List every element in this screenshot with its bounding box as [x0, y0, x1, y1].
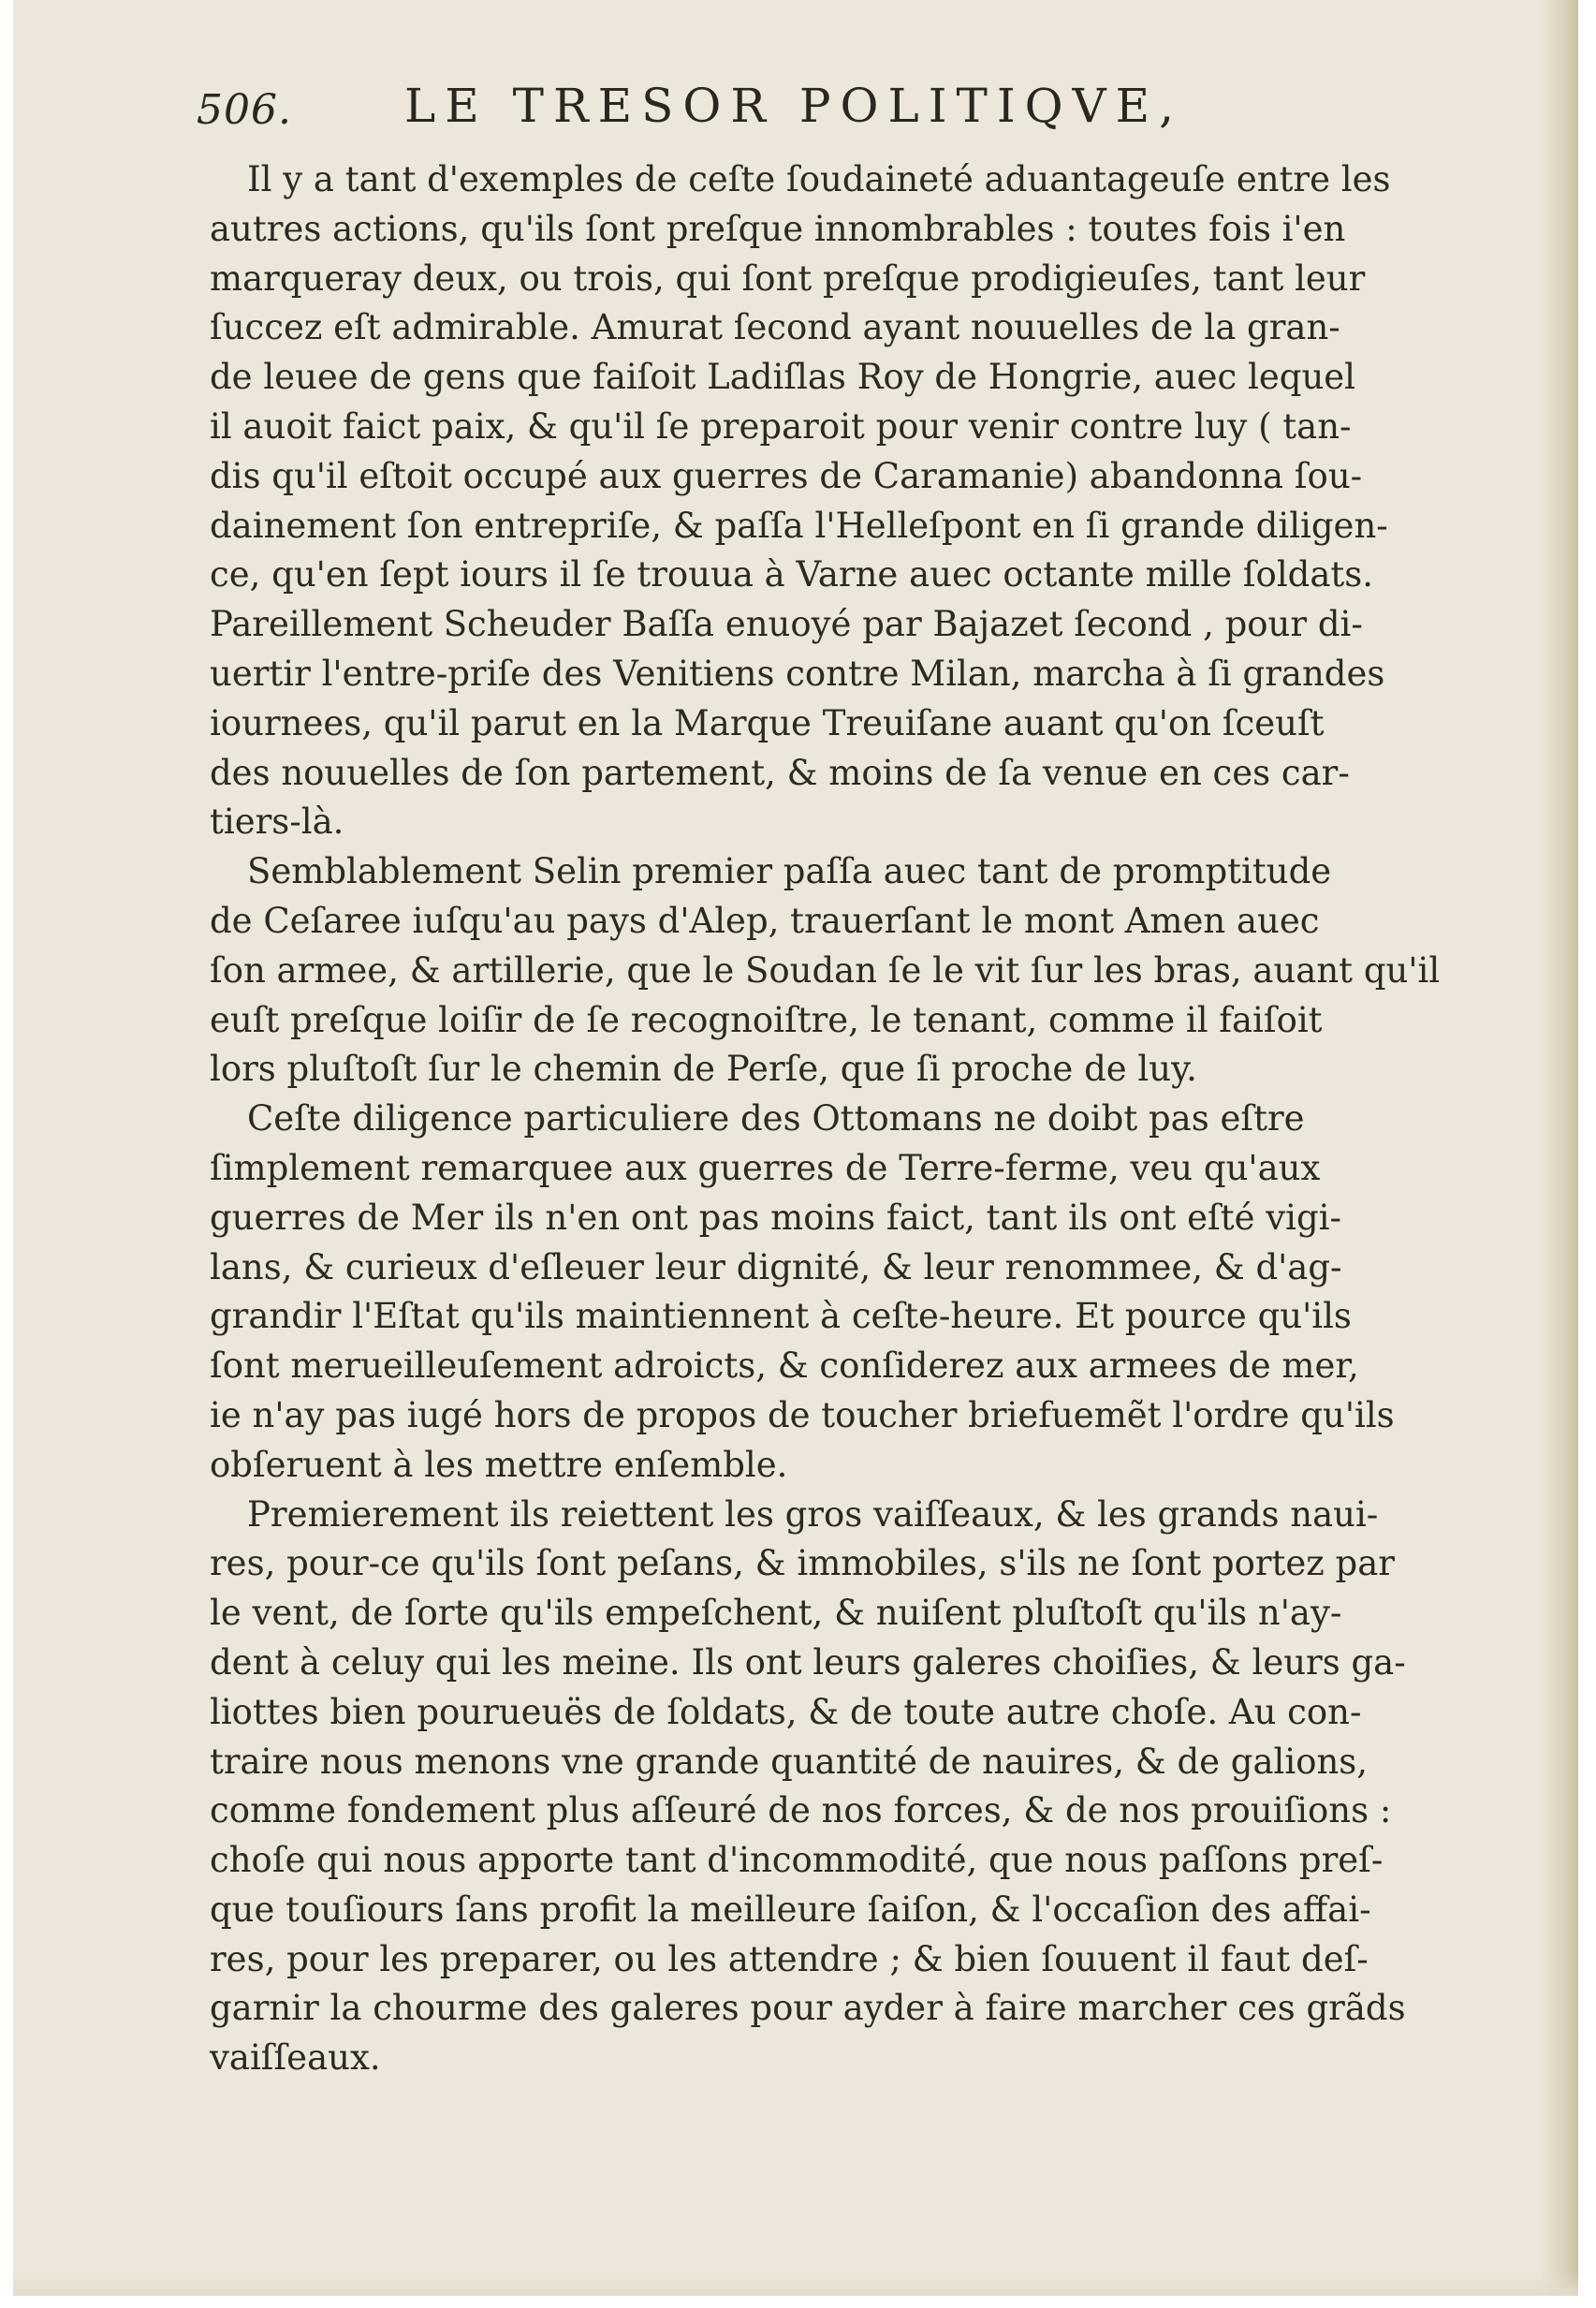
- text-line: vaiſſeaux.: [210, 2037, 381, 2079]
- text-line: ce, qu'en ſept iours il ſe trouua à Varne auec octante mille ſoldats.: [210, 554, 1374, 595]
- page-bottom-shadow: [13, 2271, 1578, 2296]
- paragraph-4: [210, 1491, 1464, 2084]
- text-line: res, pour-ce qu'ils ſont peſans, & immobiles, s'ils ne ſont portez par: [210, 1543, 1395, 1584]
- text-line: Pareillement Scheuder Baſſa enuoyé par Bajazet ſecond , pour di-: [210, 604, 1363, 645]
- text-line: de leuee de gens que faiſoit Ladiſlas Roy de Hongrie, auec lequel: [210, 357, 1356, 398]
- paragraph-2: [210, 847, 1464, 1095]
- text-line: le vent, de ſorte qu'ils empeſchent, & nuiſent pluſtoſt qu'ils n'ay-: [210, 1593, 1342, 1634]
- text-line: obſeruent à les mettre enſemble.: [210, 1444, 788, 1485]
- paragraph-1: [210, 155, 1464, 847]
- page-number: 506.: [197, 86, 292, 134]
- text-line: dis qu'il eſtoit occupé aux guerres de Caramanie) abandonna ſou-: [210, 455, 1363, 496]
- text-line: autres actions, qu'ils ſont preſque innombrables : toutes fois i'en: [210, 208, 1346, 249]
- text-line: lans, & curieux d'eſleuer leur dignité, & leur renommee, & d'ag-: [210, 1246, 1342, 1287]
- text-line: marqueray deux, ou trois, qui ſont preſque prodigieuſes, tant leur: [210, 257, 1366, 299]
- text-line: Premierement ils reiettent les gros vaiſſeaux, & les grands naui-: [247, 1493, 1379, 1535]
- book-page: [13, 0, 1578, 2296]
- running-header: [197, 79, 1376, 144]
- text-line: il auoit faict paix, & qu'il ſe preparoit pour venir contre luy ( tan-: [210, 405, 1352, 447]
- body-text: [210, 155, 1464, 2083]
- text-line: des nouuelles de ſon partement, & moins de ſa venue en ces car-: [210, 752, 1350, 793]
- text-line: lors pluſtoſt ſur le chemin de Perſe, que ſi proche de luy.: [210, 1049, 1197, 1090]
- text-line: que touſiours ſans profit la meilleure ſaiſon, & l'occaſion des affai-: [210, 1889, 1371, 1930]
- text-line: liottes bien pourueuës de ſoldats, & de toute autre choſe. Au con-: [210, 1691, 1362, 1732]
- text-line: guerres de Mer ils n'en ont pas moins faict, tant ils ont eſté vigi-: [210, 1197, 1342, 1238]
- text-line: res, pour les preparer, ou les attendre ; & bien ſouuent il faut deſ-: [210, 1938, 1369, 1979]
- text-line: comme fondement plus aſſeuré de nos forces, & de nos prouiſions :: [210, 1790, 1392, 1831]
- text-line: traire nous menons vne grande quantité de nauires, & de galions,: [210, 1741, 1369, 1782]
- text-line: ſont merueilleuſement adroicts, & conſiderez aux armees de mer,: [210, 1345, 1359, 1387]
- text-line: de Ceſaree iuſqu'au pays d'Alep, trauerſant le mont Amen auec: [210, 900, 1320, 941]
- text-line: ſuccez eſt admirable. Amurat ſecond ayant nouuelles de la gran-: [210, 307, 1340, 348]
- text-line: uertir l'entre-priſe des Venitiens contre Milan, marcha à ſi grandes: [210, 653, 1385, 694]
- text-line: garnir la chourme des galeres pour ayder à faire marcher ces grãds: [210, 1988, 1406, 2029]
- running-title: LE TRESOR POLITIQVE,: [404, 79, 1184, 133]
- page-edge-shadow: [1541, 0, 1578, 2296]
- text-line: ſon armee, & artillerie, que le Soudan ſe le vit ſur les bras, auant qu'il: [210, 949, 1441, 991]
- text-line: Ceſte diligence particuliere des Ottomans ne doibt pas eſtre: [247, 1098, 1305, 1139]
- text-line: grandir l'Eſtat qu'ils maintiennent à ceſte-heure. Et pource qu'ils: [210, 1296, 1352, 1337]
- text-line: tiers-là.: [210, 801, 344, 843]
- text-line: Semblablement Selin premier paſſa auec tant de promptitude: [247, 851, 1332, 892]
- text-line: ie n'ay pas iugé hors de propos de toucher briefuemẽt l'ordre qu'ils: [210, 1394, 1395, 1435]
- text-line: Il y a tant d'exemples de ceſte ſoudaineté aduantageuſe entre les: [247, 159, 1391, 199]
- text-line: dainement ſon entrepriſe, & paſſa l'Helleſpont en ſi grande diligen-: [210, 505, 1388, 546]
- text-line: choſe qui nous apporte tant d'incommodité, que nous paſſons preſ-: [210, 1840, 1384, 1881]
- text-line: ſimplement remarquee aux guerres de Terre-ferme, veu qu'aux: [210, 1147, 1321, 1188]
- text-line: iournees, qu'il parut en la Marque Treuiſane auant qu'on ſceuſt: [210, 702, 1325, 743]
- text-line: dent à celuy qui les meine. Ils ont leurs galeres choiſies, & leurs ga-: [210, 1641, 1406, 1683]
- paragraph-3: [210, 1095, 1464, 1490]
- text-line: euſt preſque loiſir de ſe recognoiſtre, le tenant, comme il faiſoit: [210, 999, 1323, 1040]
